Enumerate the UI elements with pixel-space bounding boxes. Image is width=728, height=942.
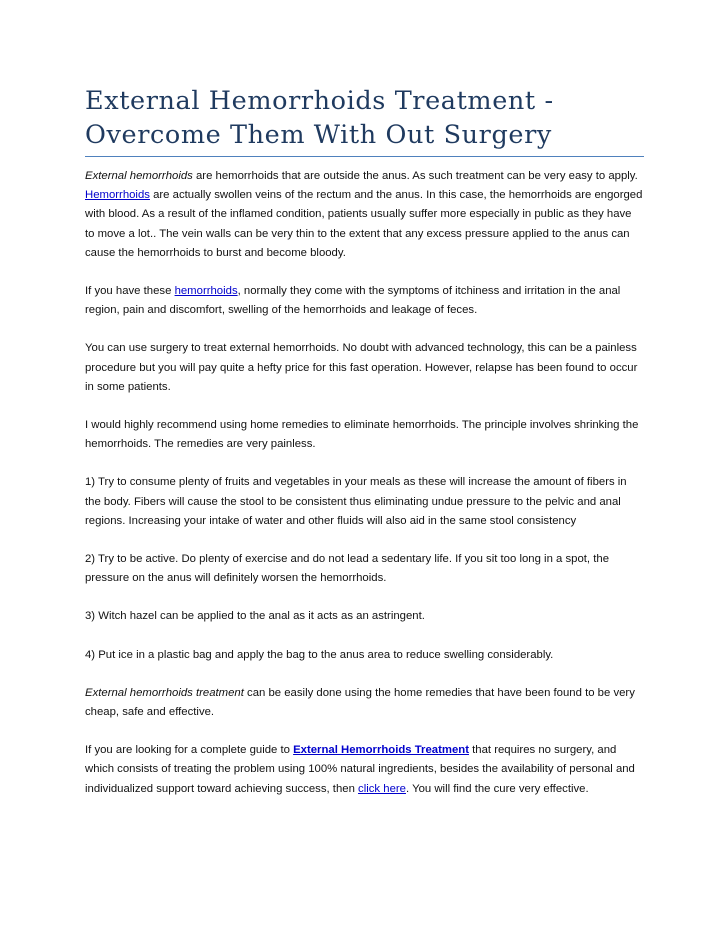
remedy-item-1: 1) Try to consume plenty of fruits and vegetables in your meals as these will increase the amount of fibers in the body. Fibers will cause the stool to be consistent thus eliminating undue pressure to the pelvic and anal regions. Increasing your intake of water and other fluids will also aid in the same stool consistency [85,476,627,527]
remedy-item-2: 2) Try to be active. Do plenty of exercise and do not lead a sedentary life. If you sit too long in a spot, the pressure on the anus will definitely worsen the hemorrhoids. [85,553,610,585]
treatment-guide-link[interactable]: External Hemorrhoids Treatment [293,744,469,757]
paragraph-home-remedies: I would highly recommend using home remedies to eliminate hemorrhoids. The principle involves shrinking the hemorrhoids. The remedies are very painless. [85,419,639,451]
paragraph-text: , normally they come with the symptoms of itchiness and irritation in the anal region, pain and discomfort, swelling of the hemorrhoids and leakage of feces. [85,285,621,317]
paragraph-text: are hemorrhoids that are outside the anus. As such treatment can be very easy to apply. [192,170,638,182]
paragraph-text: If you have these [85,285,175,298]
remedy-item-3: 3) Witch hazel can be applied to the anal as it acts as an astringent. [85,610,425,623]
document-title [85,84,644,152]
paragraph-guide [85,741,644,799]
paragraph-text: If you are looking for a complete guide to [85,744,294,757]
paragraph-intro [85,167,644,263]
italic-term: External hemorrhoids [85,170,193,182]
italic-term: External hemorrhoids treatment [85,686,244,699]
paragraph-text: can be easily done using the home remedies that have been found to be very cheap, safe and effective. [85,686,635,719]
paragraph-summary [85,684,644,722]
paragraph-symptoms [85,282,644,320]
paragraph-surgery: You can use surgery to treat external hemorrhoids. No doubt with advanced technology, this can be a painless procedure but you will pay quite a hefty price for this fast operation. However, relapse has been found to occur in some patients. [85,342,638,393]
paragraph-text: that requires no surgery, and which consists of treating the problem using 100% natural ingredients, besides the availability of personal and individualized support toward achieving success, then [85,744,635,795]
title-line-2: Overcome Them With Out Surgery [85,120,552,150]
paragraph-text: are actually swollen veins of the rectum and the anus. In this case, the hemorrhoids are engorged with blood. As a result of the inflamed condition, patients usually suffer more especially in public as they have to move a lot.. The vein walls can be very thin to the extent that any excess pressure applied to the anus can cause the hemorrhoids to burst and become bloody. [85,189,643,259]
remedy-item-4: 4) Put ice in a plastic bag and apply the bag to the anus area to reduce swelling considerably. [85,648,554,661]
hemorrhoids-link[interactable]: Hemorrhoids [85,189,150,202]
hemorrhoids-inline-link[interactable]: hemorrhoids [174,285,238,298]
click-here-link[interactable]: click here [358,782,406,795]
title-line-1: External Hemorrhoids Treatment - [85,86,554,116]
title-underline [85,156,644,157]
paragraph-text: . You will find the cure very effective. [405,782,589,795]
